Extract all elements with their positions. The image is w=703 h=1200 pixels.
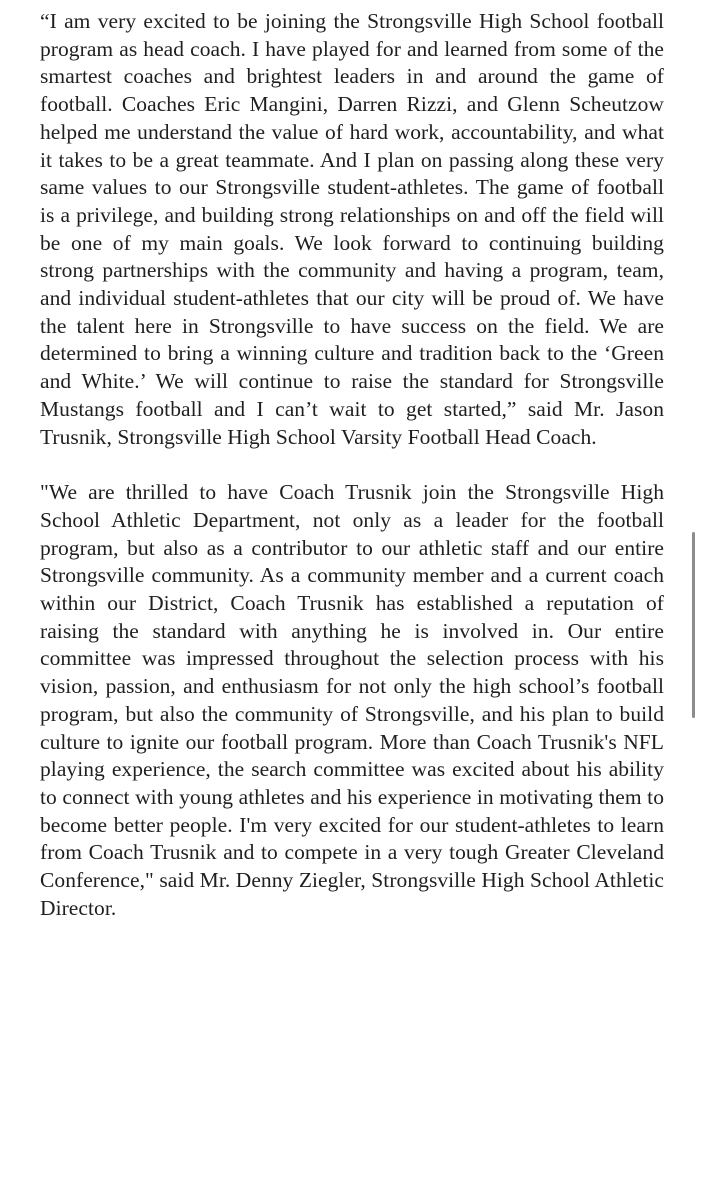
quote-paragraph-trusnik: “I am very excited to be joining the Strongsville High School football program as head coach. I have played for and learned from some of the smartest coaches and brightest leaders in and around the game of football. Coaches Eric Mangini, Darren Rizzi, and Glenn Scheutzow helped me understand the value of hard work, accountability, and what it takes to be a great teammate. And I plan on passing along these very same values to our Strongsville student-athletes. The game of football is a privilege, and building strong relationships on and off the field will be one of my main goals. We look forward to continuing building strong partnerships with the community and having a program, team, and individual student-athletes that our city will be proud of. We have the talent here in Strongsville to have success on the field. We are determined to bring a winning culture and tradition back to the ‘Green and White.’ We will continue to raise the standard for Strongsville Mustangs football and I can’t wait to get started,” said Mr. Jason Trusnik, Strongsville High School Varsity Football Head Coach. [40, 9, 664, 449]
vertical-scrollbar[interactable] [692, 532, 695, 718]
quote-paragraph-ziegler: "We are thrilled to have Coach Trusnik join the Strongsville High School Athletic Department, not only as a leader for the football program, but also as a contributor to our athletic staff and our entire Strongsville community. As a community member and a current coach within our District, Coach Trusnik has established a reputation of raising the standard with anything he is involved in. Our entire committee was impressed throughout the selection process with his vision, passion, and enthusiasm for not only the high school’s football program, but also the community of Strongsville, and his plan to build culture to ignite our football program. More than Coach Trusnik's NFL playing experience, the search committee was excited about his ability to connect with young athletes and his experience in motivating them to become better people. I'm very excited for our student-athletes to learn from Coach Trusnik and to compete in a very tough Greater Cleveland Conference," said Mr. Denny Ziegler, Strongsville High School Athletic Director. [40, 480, 664, 920]
document-body [40, 8, 664, 923]
